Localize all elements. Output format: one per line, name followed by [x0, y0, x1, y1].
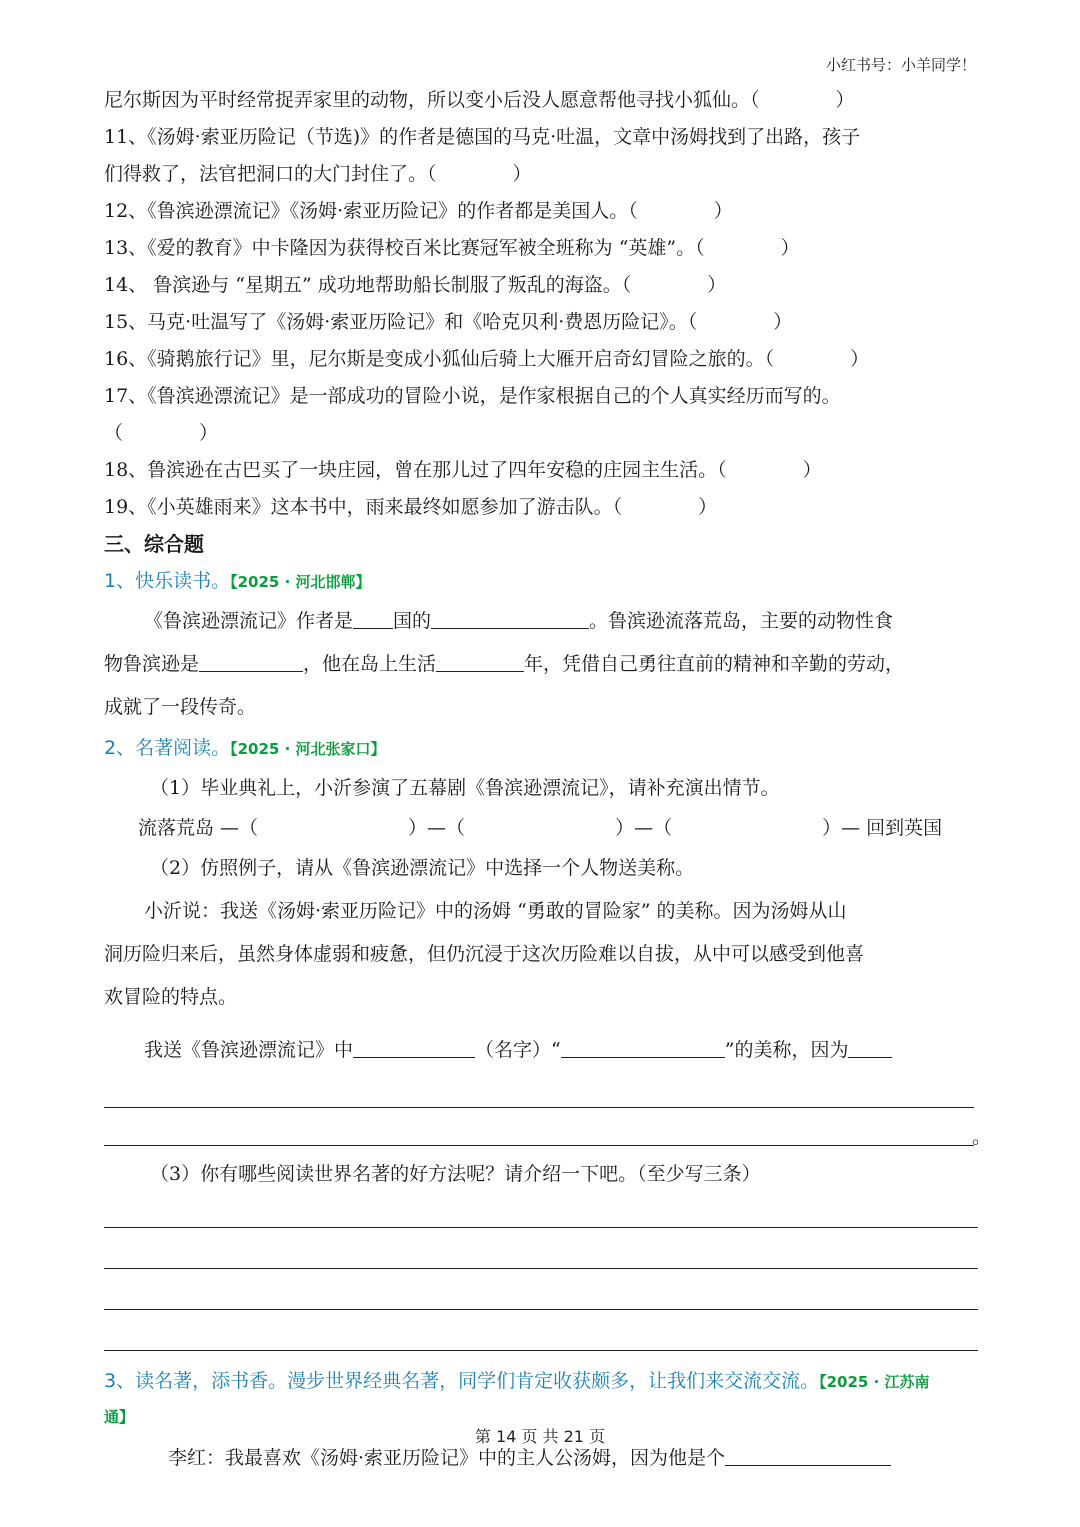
plot-end: ）— 回到英国 [822, 817, 943, 839]
answer-line-2[interactable] [104, 1108, 974, 1146]
q1-text-d: 物鲁滨逊是 [104, 653, 200, 675]
answer-line-2-wrap [104, 1108, 992, 1148]
method-line-4[interactable] [104, 1310, 978, 1351]
q3-li-text: 李红：我最喜欢《汤姆·索亚历险记》中的主人公汤姆，因为他是个 [168, 1447, 726, 1469]
q2-example-2: 洞历险归来后，虽然身体虚弱和疲惫，但仍沉浸于这次历险难以自拔，从中可以感受到他喜 [104, 943, 865, 965]
q1-text-f: 年，凭借自己勇往直前的精神和辛勤的劳动， [524, 653, 905, 675]
give-text-c: ”的美称，因为 [724, 1039, 849, 1061]
item-18: 18、鲁滨逊在古巴买了一块庄园，曾在那儿过了四年安稳的庄园主生活。（ ） [104, 459, 822, 481]
q1-line-2 [104, 643, 978, 686]
blank-country[interactable] [353, 606, 393, 629]
blank-years[interactable] [436, 649, 524, 672]
watermark: 小红书号：小羊同学！ [825, 56, 976, 74]
q3-source-tag: 【2025 · 江苏南 [819, 1373, 930, 1391]
period-mark: 。 [972, 1126, 992, 1148]
plot-sep-1: ）—（ [408, 817, 466, 839]
method-line-2[interactable] [104, 1228, 978, 1269]
q2-sub1: （1）毕业典礼上，小沂参演了五幕剧《鲁滨逊漂流记》，请补充演出情节。 [150, 777, 780, 799]
item-12: 12、《鲁滨逊漂流记》《汤姆·索亚历险记》的作者都是美国人。（ ） [104, 200, 733, 222]
give-text-a: 我送《鲁滨逊漂流记》中 [144, 1039, 354, 1061]
q1-line-3: 成就了一段传奇。 [104, 696, 257, 718]
plot-start: 流落荒岛 —（ [138, 817, 259, 839]
q1-title-text: 1、快乐读书。 [104, 570, 231, 592]
q1-text-e: ，他在岛上生活 [303, 653, 437, 675]
item-19: 19、《小英雄雨来》这本书中，雨来最终如愿参加了游击队。（ ） [104, 496, 718, 518]
q2-sub3: （3）你有哪些阅读世界名著的好方法呢？请介绍一下吧。（至少写三条） [150, 1163, 761, 1185]
q2-source-tag: 【2025 · 河北张家口】 [230, 740, 386, 758]
blank-character-name[interactable] [353, 1035, 475, 1058]
q1-text-b: 国的 [393, 610, 432, 632]
item-17-line-2: （ ） [104, 422, 219, 444]
item-15: 15、马克·吐温写了《汤姆·索亚历险记》和《哈克贝利·费恩历险记》。（ ） [104, 311, 793, 333]
q1-title [104, 562, 978, 600]
q2-title [104, 729, 978, 767]
q1-source-tag: 【2025 · 河北邯郸】 [230, 573, 371, 591]
plot-sep-2: ）—（ [615, 817, 673, 839]
q2-example-3: 欢冒险的特点。 [104, 986, 238, 1008]
q3-title [104, 1361, 978, 1401]
blank-reason-start[interactable] [848, 1035, 892, 1058]
item-10-line-2: 尼尔斯因为平时经常捉弄家里的动物，所以变小后没人愿意帮他寻找小狐仙。（ ） [104, 89, 855, 111]
q2-title-text: 2、名著阅读。 [104, 737, 231, 759]
blank-title[interactable] [561, 1035, 725, 1058]
item-14: 14、 鲁滨逊与 “星期五” 成功地帮助船长制服了叛乱的海盗。（ ） [104, 274, 727, 296]
item-11-line-1: 11、《汤姆·索亚历险记（节选)》的作者是德国的马克·吐温，文章中汤姆找到了出路，孩子 [104, 126, 861, 148]
q3-title-text: 3、读名著，添书香。漫步世界经典名著，同学们肯定收获颇多，让我们来交流交流。 [104, 1370, 820, 1392]
q2-give-line [104, 1029, 978, 1072]
page-content [104, 82, 992, 1480]
item-13: 13、《爱的教育》中卡隆因为获得校百米比赛冠军被全班称为 “英雄”。（ ） [104, 237, 800, 259]
item-16: 16、《骑鹅旅行记》里，尼尔斯是变成小狐仙后骑上大雁开启奇幻冒险之旅的。（ ） [104, 348, 870, 370]
method-line-3[interactable] [104, 1269, 978, 1310]
item-11-line-2: 们得救了，法官把洞口的大门封住了。（ ） [104, 163, 532, 185]
item-17-line-1: 17、《鲁滨逊漂流记》是一部成功的冒险小说，是作家根据自己的个人真实经历而写的。 [104, 385, 841, 407]
q2-sub2: （2）仿照例子，请从《鲁滨逊漂流记》中选择一个人物送美称。 [150, 857, 695, 879]
blank-animal-food[interactable] [199, 649, 303, 672]
page-number: 第 14 页 共 21 页 [474, 1427, 606, 1446]
blank-author[interactable] [431, 606, 589, 629]
q1-line-1 [104, 600, 978, 643]
section-title-3: 三、综合题 [104, 532, 204, 556]
answer-line-1[interactable] [104, 1072, 974, 1108]
method-line-1[interactable] [104, 1193, 978, 1228]
q1-text-a: 《鲁滨逊漂流记》作者是 [144, 610, 354, 632]
give-text-b: （名字）“ [475, 1039, 561, 1061]
q3-source-tag-cont: 通】 [104, 1408, 135, 1426]
q1-text-c: 。鲁滨逊流落荒岛，主要的动物性食 [589, 610, 894, 632]
q2-plot-line [104, 810, 978, 847]
q2-example-1: 小沂说：我送《汤姆·索亚历险记》中的汤姆 “勇敢的冒险家” 的美称。因为汤姆从山 [144, 900, 847, 922]
